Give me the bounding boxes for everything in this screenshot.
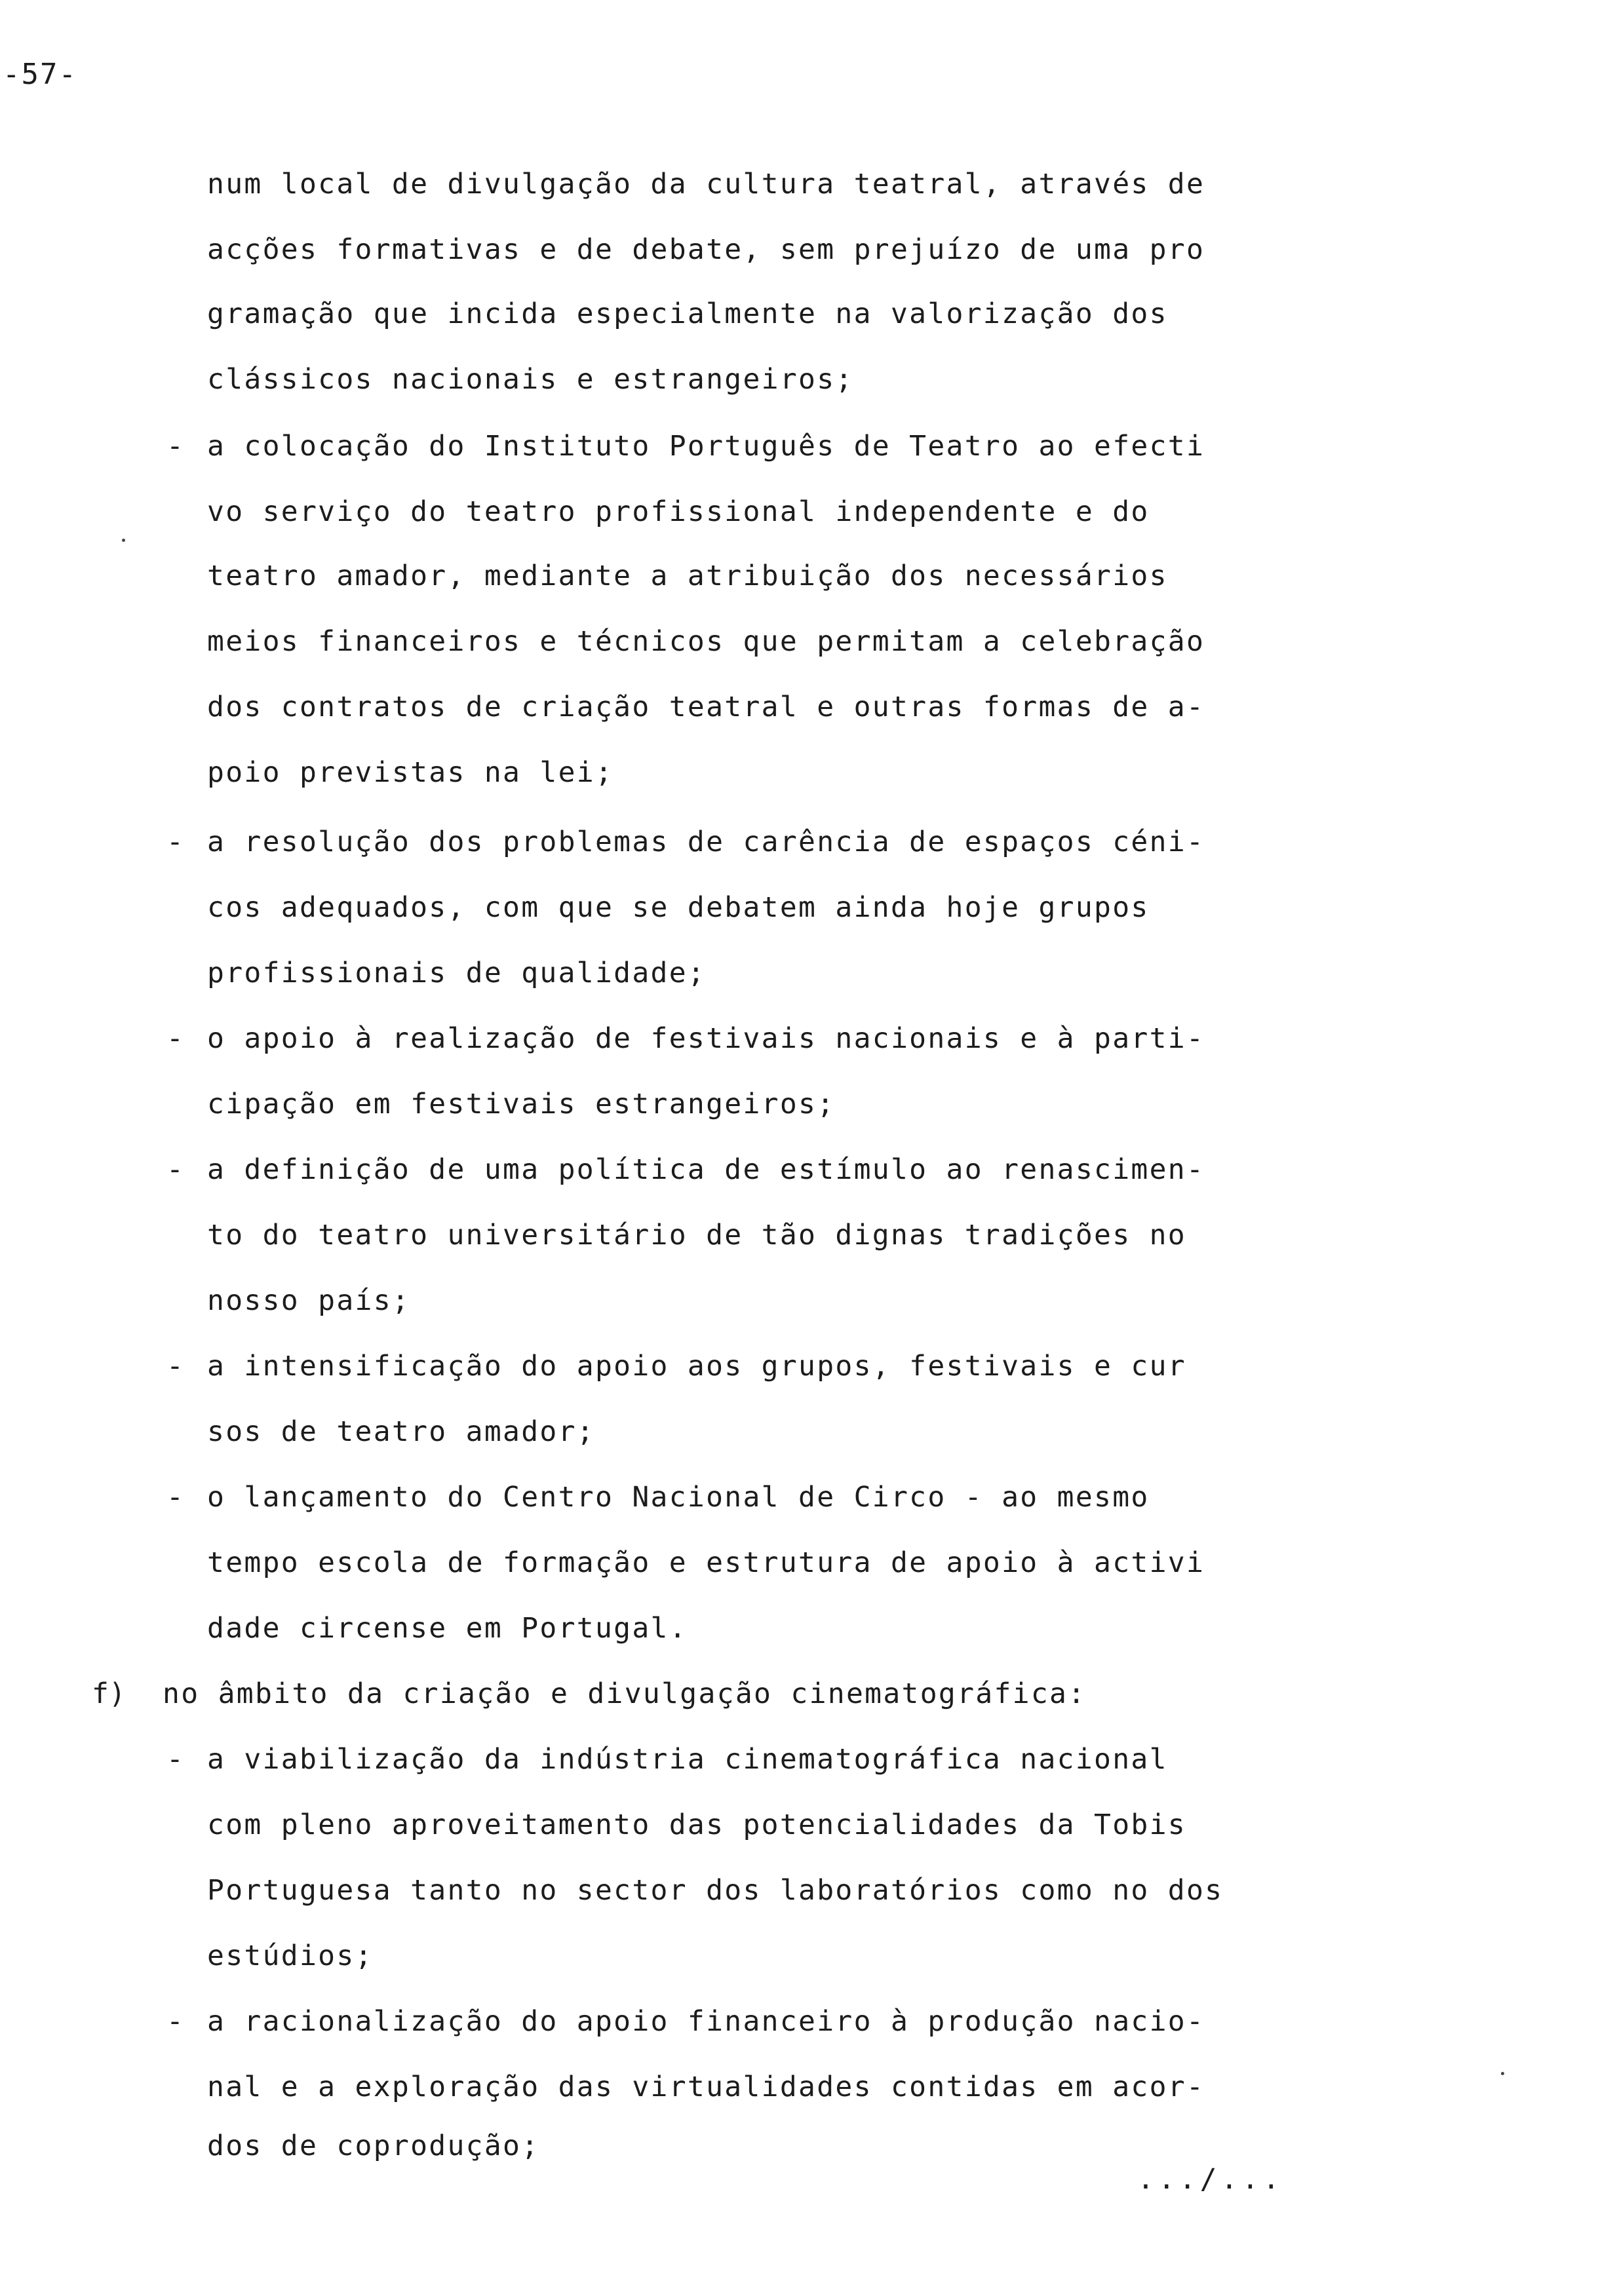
text-line: com pleno aproveitamento das potencialidades da Tobis	[207, 1808, 1186, 1841]
text-line: teatro amador, mediante a atribuição dos necessários	[207, 560, 1168, 592]
text-line: a racionalização do apoio financeiro à produção nacio-	[207, 2005, 1205, 2038]
text-line: nosso país;	[207, 1284, 411, 1317]
text-line: num local de divulgação da cultura teatral, através de	[207, 168, 1205, 201]
text-line: a resolução dos problemas de carência de espaços céni-	[207, 826, 1205, 858]
text-line: profissionais de qualidade;	[207, 957, 707, 989]
list-bullet: -	[166, 1481, 184, 1514]
text-line: a colocação do Instituto Português de Teatro ao efecti	[207, 430, 1205, 463]
text-line: poio previstas na lei;	[207, 756, 614, 789]
text-line: cipação em festivais estrangeiros;	[207, 1088, 836, 1120]
text-line: o lançamento do Centro Nacional de Circo - ao mesmo	[207, 1481, 1150, 1514]
section-heading: no âmbito da criação e divulgação cinematográfica:	[163, 1677, 1087, 1710]
scan-speck	[1501, 2072, 1504, 2075]
list-bullet: -	[166, 1350, 184, 1383]
text-line: nal e a exploração das virtualidades contidas em acor-	[207, 2071, 1205, 2103]
text-line: Portuguesa tanto no sector dos laboratórios como no dos	[207, 1874, 1224, 1907]
text-line: dade circense em Portugal.	[207, 1612, 688, 1645]
text-line: cos adequados, com que se debatem ainda hoje grupos	[207, 891, 1150, 924]
text-line: dos contratos de criação teatral e outras formas de a-	[207, 691, 1205, 723]
text-line: clássicos nacionais e estrangeiros;	[207, 363, 854, 396]
text-line: dos de coprodução;	[207, 2130, 540, 2162]
list-bullet: -	[166, 2005, 184, 2038]
text-line: a definição de uma política de estímulo ao renascimen-	[207, 1153, 1205, 1186]
text-line: gramação que incida especialmente na valorização dos	[207, 297, 1168, 330]
text-line: a viabilização da indústria cinematográfica nacional	[207, 1743, 1168, 1776]
text-line: a intensificação do apoio aos grupos, festivais e cur	[207, 1350, 1186, 1383]
text-line: meios financeiros e técnicos que permitam a celebração	[207, 625, 1205, 658]
text-line: tempo escola de formação e estrutura de apoio à activi	[207, 1546, 1205, 1579]
scan-speck	[122, 539, 125, 542]
page-number: -57-	[3, 58, 77, 91]
continuation-mark: .../...	[1137, 2163, 1284, 2196]
list-bullet: -	[166, 430, 184, 463]
list-bullet: -	[166, 1022, 184, 1055]
list-bullet: -	[166, 1153, 184, 1186]
text-line: estúdios;	[207, 1940, 374, 1972]
list-bullet: -	[166, 826, 184, 858]
text-line: vo serviço do teatro profissional independente e do	[207, 495, 1150, 528]
list-bullet: -	[166, 1743, 184, 1776]
text-line: o apoio à realização de festivais nacionais e à parti-	[207, 1022, 1205, 1055]
section-marker: f)	[92, 1677, 126, 1710]
text-line: to do teatro universitário de tão dignas tradições no	[207, 1219, 1186, 1252]
text-line: sos de teatro amador;	[207, 1415, 595, 1448]
text-line: acções formativas e de debate, sem prejuízo de uma pro	[207, 233, 1205, 266]
